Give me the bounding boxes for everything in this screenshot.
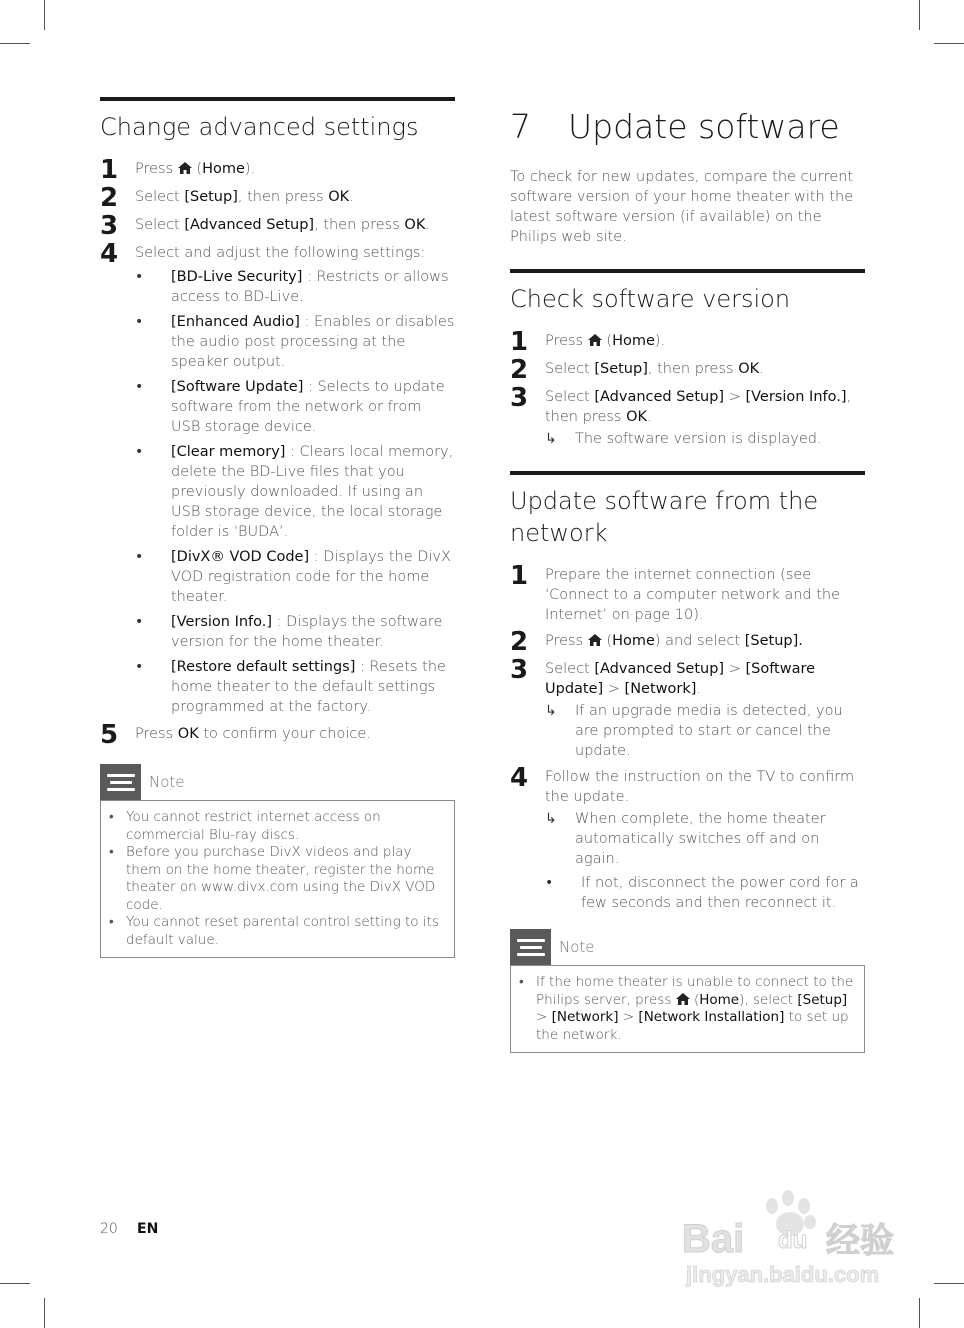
chapter-title: 7 Update software: [510, 107, 840, 146]
svg-text:Bai: Bai: [682, 1217, 745, 1261]
setting-bd-live-security: • [BD-Live Security] : Restricts or allows access to BD-Live.: [135, 269, 449, 305]
crop-mark: [919, 0, 920, 30]
left-column: [100, 97, 455, 958]
check-step-2: 2 Select [Setup], then press OK.: [510, 355, 764, 385]
setting-divx-vod-code: • [DivX® VOD Code] : Displays the DivX VOD registration code for the home theater.: [135, 549, 451, 605]
crop-mark: [44, 1298, 45, 1328]
crop-mark: [44, 0, 45, 30]
section-heading-update-network: Update software from the network: [510, 487, 819, 547]
home-icon: [178, 162, 192, 174]
crop-mark: [919, 1298, 920, 1328]
page-number: 20: [100, 1221, 118, 1237]
home-icon: [588, 334, 602, 346]
note-header: Note: [510, 929, 865, 965]
note-box: [510, 965, 865, 1053]
network-step-4: 4 Follow the instruction on the TV to confirm the update.: [510, 763, 855, 805]
setting-software-update: • [Software Update] : Selects to update software from the network or from USB storage device.: [135, 379, 445, 435]
chapter-intro: To check for new updates, compare the current software version of your home theater with the latest software version (if available) on the Philips web site.: [510, 169, 854, 245]
home-icon: [676, 993, 690, 1005]
note-item: • You cannot reset parental control setting to its default value.: [109, 914, 439, 948]
language-code: EN: [137, 1221, 159, 1237]
note-item: • If the home theater is unable to connect to the Philips server, press (Home), select [Setup] > [Network] > [Network Installation] to set up the network.: [519, 974, 854, 1043]
svg-text:jingyan.baidu.com: jingyan.baidu.com: [686, 1262, 880, 1287]
crop-mark: [934, 1283, 964, 1284]
crop-mark: [0, 43, 30, 44]
step-5: 5 Press OK to confirm your choice.: [100, 720, 371, 750]
network-step-4-result: ↳ When complete, the home theater automatically switches off and on again.: [545, 811, 826, 867]
note-item: • You cannot restrict internet access on commercial Blu-ray discs.: [109, 809, 381, 843]
setting-version-info: • [Version Info.] : Displays the software version for the home theater.: [135, 614, 443, 650]
network-step-1: 1 Prepare the internet connection (see ‘Connect to a computer network and the Internet’ on page 10).: [510, 561, 841, 623]
crop-mark: [934, 43, 964, 44]
step-4: 4 Select and adjust the following settings:: [100, 239, 426, 269]
section-rule: [510, 269, 865, 273]
baidu-watermark-logo: [680, 1186, 910, 1290]
home-icon: [588, 634, 602, 646]
note-icon: [510, 929, 551, 965]
svg-text:经验: 经验: [826, 1221, 894, 1261]
result-arrow-icon: ↳: [545, 703, 557, 719]
setting-restore-default: • [Restore default settings] : Resets the home theater to the default settings programmed at the factory.: [135, 659, 446, 715]
svg-text:du: du: [778, 1227, 808, 1254]
setting-clear-memory: • [Clear memory] : Clears local memory, delete the BD-Live files that you previously downloaded. If using an USB storage device, the local storage folder is ‘BUDA’.: [135, 444, 454, 540]
right-column: [510, 97, 865, 1053]
section-heading-advanced-settings: Change advanced settings: [100, 113, 419, 141]
note-box: [100, 800, 455, 958]
check-step-1: 1 Press (Home).: [510, 327, 666, 357]
result-arrow-icon: ↳: [545, 431, 557, 447]
network-step-3-result: ↳ If an upgrade media is detected, you are prompted to start or cancel the update.: [545, 703, 843, 759]
section-rule: [510, 471, 865, 475]
setting-enhanced-audio: • [Enhanced Audio] : Enables or disables the audio post processing at the speaker output.: [135, 314, 455, 370]
note-header: Note: [100, 764, 455, 800]
check-step-3: 3 Select [Advanced Setup] > [Version Info.], then press OK.: [510, 383, 852, 425]
check-result: ↳ The software version is displayed.: [545, 431, 822, 447]
note-item: • Before you purchase DivX videos and play them on the home theater, register the home theater on www.divx.com using the DivX VOD code.: [109, 844, 436, 913]
section-heading-check-version: Check software version: [510, 285, 791, 313]
section-rule: [100, 97, 455, 101]
note-icon: [100, 764, 141, 800]
network-step-3: 3 Select [Advanced Setup] > [Software Update] > [Network].: [510, 655, 816, 697]
step-2: 2 Select [Setup], then press OK.: [100, 183, 354, 213]
step-3: 3 Select [Advanced Setup], then press OK.: [100, 211, 430, 241]
step-1: 1 Press (Home).: [100, 155, 256, 185]
crop-mark: [0, 1283, 30, 1284]
network-step-2: 2 Press (Home) and select [Setup].: [510, 627, 803, 657]
network-step-4-bullet: • If not, disconnect the power cord for a few seconds and then reconnect it.: [545, 875, 859, 911]
result-arrow-icon: ↳: [545, 811, 557, 827]
